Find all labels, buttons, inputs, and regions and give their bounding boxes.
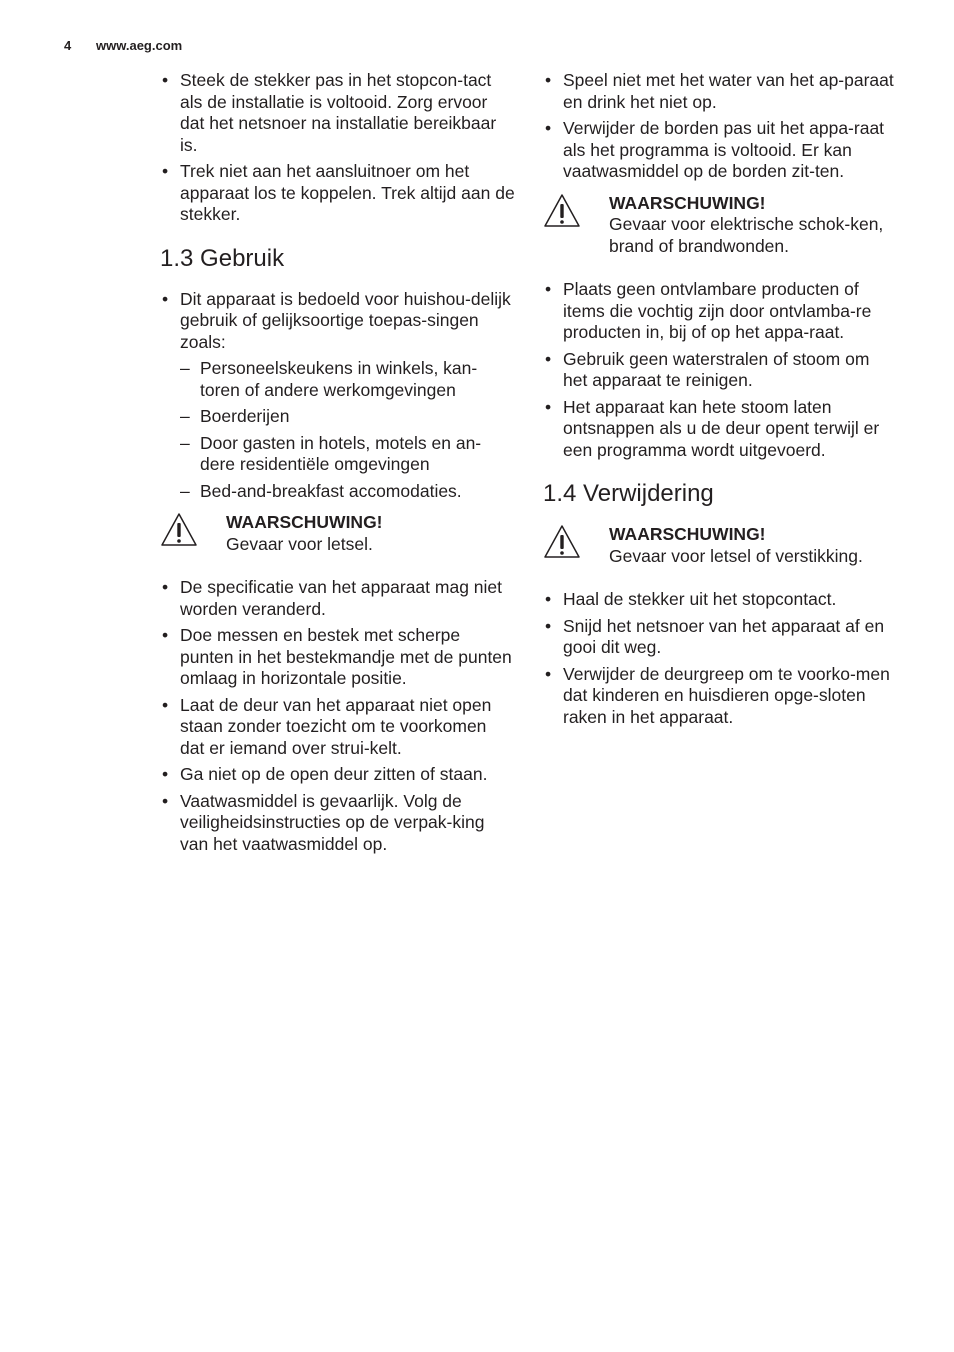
list-item-text: Dit apparaat is bedoeld voor huishou-delijk gebruik of gelijksoortige toepas-singen zoals: bbox=[180, 288, 511, 352]
intro-list-right bbox=[543, 70, 898, 183]
warning-triangle-icon bbox=[160, 512, 198, 548]
page-number: 4 bbox=[64, 38, 72, 53]
warning-text: Gevaar voor letsel. bbox=[226, 533, 373, 554]
page-header bbox=[64, 38, 182, 53]
warning-title: WAARSCHUWING! bbox=[609, 524, 766, 544]
intro-list-left bbox=[160, 70, 515, 226]
list-item: • Plaats geen ontvlambare producten of items die vochtig zijn door ontvlamba-re producten in, bij of op het appa-raat. bbox=[543, 279, 898, 344]
list-item: • De specificatie van het apparaat mag niet worden veranderd. bbox=[160, 577, 515, 620]
list-item: • Trek niet aan het aansluitnoer om het apparaat los te koppelen. Trek altijd aan de stekker. bbox=[160, 161, 515, 226]
list-item: • Laat de deur van het apparaat niet open staan zonder toezicht om te voorkomen dat er iemand over strui-kelt. bbox=[160, 695, 515, 760]
usage-rules-list bbox=[160, 577, 515, 855]
warning-text: Gevaar voor letsel of verstikking. bbox=[609, 545, 863, 566]
list-item: • Verwijder de borden pas uit het appa-raat als het programma is voltooid. Er kan vaatwasmiddel op de borden zit-ten. bbox=[543, 118, 898, 183]
list-item: • Vaatwasmiddel is gevaarlijk. Volg de veiligheidsinstructies op de verpak-king van het vaatwasmiddel op. bbox=[160, 791, 515, 856]
list-item: • Ga niet op de open deur zitten of staan. bbox=[160, 764, 515, 786]
left-column bbox=[160, 70, 515, 860]
warning-box bbox=[160, 512, 515, 555]
section-title: Gebruik bbox=[200, 244, 285, 272]
list-item bbox=[160, 289, 515, 503]
list-item: • Speel niet met het water van het ap-paraat en drink het niet op. bbox=[543, 70, 898, 113]
list-item: • Verwijder de deurgreep om te voorko-men dat kinderen en huisdieren opge-sloten raken in het apparaat. bbox=[543, 664, 898, 729]
list-item: • Haal de stekker uit het stopcontact. bbox=[543, 589, 898, 611]
warning-text: Gevaar voor elektrische schok-ken, brand of brandwonden. bbox=[609, 214, 884, 256]
site-url[interactable]: www.aeg.com bbox=[96, 38, 183, 53]
usage-sub-list bbox=[180, 358, 515, 502]
warning-box bbox=[543, 193, 898, 258]
list-item: • Het apparaat kan hete stoom laten ontsnappen als u de deur opent terwijl er een programma wordt uitgevoerd. bbox=[543, 397, 898, 462]
warning-box bbox=[543, 524, 898, 567]
disposal-list bbox=[543, 589, 898, 728]
right-column bbox=[543, 70, 898, 733]
list-item: • Steek de stekker pas in het stopcon-tact als de installatie is voltooid. Zorg ervoor dat het netsnoer na installatie bereikbaar is. bbox=[160, 70, 515, 156]
list-item: • Gebruik geen waterstralen of stoom om het apparaat te reinigen. bbox=[543, 349, 898, 392]
list-item: • Doe messen en bestek met scherpe punten in het bestekmandje met de punten omlaag in horizontale positie. bbox=[160, 625, 515, 690]
warning-triangle-icon bbox=[543, 524, 581, 560]
list-item: • Snijd het netsnoer van het apparaat af en gooi dit weg. bbox=[543, 616, 898, 659]
section-title: Verwijdering bbox=[583, 480, 714, 507]
usage-list bbox=[160, 289, 515, 503]
warning-title: WAARSCHUWING! bbox=[609, 192, 766, 213]
section-number: 1.4 bbox=[543, 480, 577, 507]
warning-triangle-icon bbox=[543, 193, 581, 229]
warning-title: WAARSCHUWING! bbox=[226, 512, 383, 532]
section-heading-1-3 bbox=[160, 244, 515, 274]
sub-list-item: – Boerderijen bbox=[180, 406, 515, 428]
safety-list-right bbox=[543, 279, 898, 461]
section-number: 1.3 bbox=[160, 244, 194, 272]
sub-list-item: – Personeelskeukens in winkels, kan-toren of andere werkomgevingen bbox=[180, 358, 515, 401]
section-heading-1-4 bbox=[543, 479, 898, 509]
sub-list-item: – Door gasten in hotels, motels en an-dere residentiële omgevingen bbox=[180, 433, 515, 476]
sub-list-item: – Bed-and-breakfast accomodaties. bbox=[180, 481, 515, 503]
